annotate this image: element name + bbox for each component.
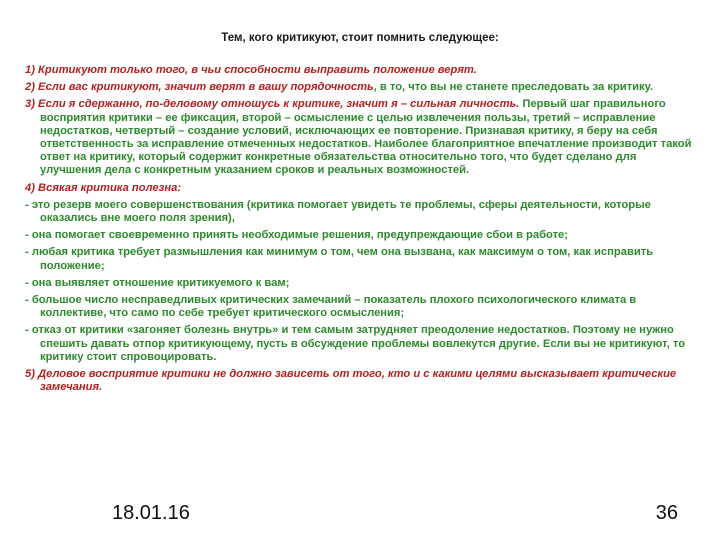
list-item	[25, 229, 695, 242]
emphasis-text: 2) Если вас критикуют, значит верят в вашу порядочность	[25, 81, 374, 94]
list-item	[25, 368, 695, 394]
emphasis-text: 1) Критикуют только того, в чьи способности выправить положение верят.	[25, 64, 477, 76]
body-text: - это резерв моего совершенствования (критика помогает увидеть те проблемы, сферы деятельности, которые оказались вне моего поля зрения),	[25, 198, 651, 225]
body-text: , в то, что вы не станете преследовать за критику.	[373, 81, 653, 94]
list-item	[25, 246, 695, 272]
list-item	[25, 294, 695, 320]
slide-content	[25, 64, 695, 398]
body-text: - большое число несправедливых критических замечаний – показатель плохого психологического климата в коллективе, что само по себе требует критического осмысления;	[25, 294, 637, 320]
list-item	[25, 324, 695, 364]
emphasis-text: 3) Если я сдержанно, по-деловому отношусь к критике, значит я – сильная личность.	[25, 98, 520, 111]
list-item	[25, 277, 695, 290]
footer-date: 18.01.16	[112, 502, 190, 524]
body-text: Первый шаг правильного восприятия критики – ее фиксация, второй – осмысление с целью извлечения пользы, третий – исправление недостатков, четвертый – создание условий, исключающих ее повторение. Признавая критику, я беру на себя ответственность за исправление отмеченных недостатков. Наиболее благоприятное впечатление производит такой ответ на критику, который содержит конкретные обязательства относительно того, что будет сделано для улучшения дела с конкретным указанием сроков и реальных возможностей.	[40, 98, 692, 177]
body-text: - она выявляет отношение критикуемого к вам;	[25, 276, 290, 289]
list-item	[25, 182, 695, 195]
page-number: 36	[655, 502, 678, 524]
body-text: - любая критика требует размышления как минимум о том, чем она вызвана, как максимум о том, как исправить положение;	[25, 246, 654, 272]
list-item	[25, 81, 695, 94]
list-item	[25, 64, 695, 77]
list-item	[25, 199, 695, 225]
body-text: - она помогает своевременно принять необходимые решения, предупреждающие сбои в работе;	[25, 229, 568, 242]
slide-title: Тем, кого критикуют, стоит помнить следующее:	[221, 32, 499, 44]
emphasis-text: 5) Деловое восприятие критики не должно зависеть от того, кто и с какими целями высказывает критические замечания.	[25, 368, 677, 394]
body-text: - отказ от критики «загоняет болезнь внутрь» и тем самым затрудняет преодоление недостатков. Поэтому не нужно спешить давать отпор критикующему, пусть в обсуждение проблемы вовлекутся другие. Если вы не критикуют, то критику стоит спровоцировать.	[25, 324, 686, 363]
emphasis-text: 4) Всякая критика полезна:	[25, 181, 182, 194]
list-item	[25, 98, 695, 177]
